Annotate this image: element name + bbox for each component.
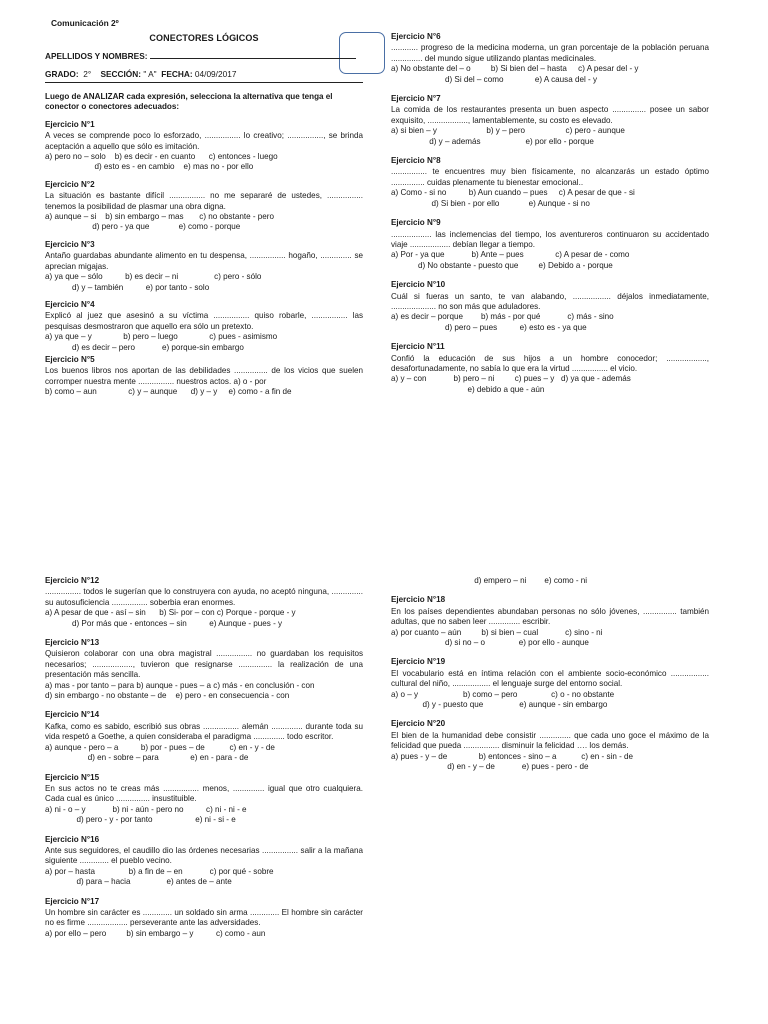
section-value: " A": [143, 69, 157, 80]
exercise: [391, 595, 709, 648]
left-bottom-column: [45, 576, 363, 939]
worksheet-title: CONECTORES LÓGICOS: [149, 33, 259, 44]
exercise-text: Kafka, como es sabido, escribió sus obras ................ alemán .............. durante toda su vida respetó a Goethe, a quien consideraba el paradigma .............. todo escritor.: [45, 721, 363, 742]
exercise-options: a) Por - ya que b) Ante – pues c) A pesar de - como: [391, 250, 630, 260]
exercise: [45, 576, 363, 629]
exercise-options: d) y – además e) por ello - porque: [391, 136, 594, 146]
exercise: [45, 710, 363, 763]
exercise-options: d) Por más que - entonces – sin e) Aunque - pues - y: [45, 618, 283, 628]
exercise-title: Ejercicio N°20: [391, 719, 446, 729]
exercise-options: a) ya que – y b) pero – luego c) pues - asimismo: [45, 332, 278, 342]
exercise-title: Ejercicio N°16: [45, 834, 100, 844]
exercise-title: Ejercicio N°3: [45, 239, 95, 249]
exercise-text: Explicó al juez que asesinó a su víctima ................ quiso robarle, ................ las pesquisas desmostraron que aquello era sólo un pretexto.: [45, 311, 363, 331]
exercise-options: a) ni - o – y b) ni - aún - pero no c) ni - ni - e: [45, 804, 247, 814]
exercise-title: Ejercicio N°1: [45, 119, 95, 129]
names-blank-line: [150, 50, 356, 59]
names-row: [45, 50, 363, 61]
exercise-options: d) Si bien - por ello e) Aunque - si no: [391, 198, 590, 208]
exercise-text: ................ todos le sugerían que lo construyera con ayuda, no aceptó ninguna, .............. su autosuficiencia ................ soberbia eran enormes.: [45, 587, 363, 607]
exercise-text: El bien de la humanidad debe consistir .............. que cada uno goce el máximo de la felicidad que pueda ................ disminuir la felicidad …. los demás.: [391, 730, 709, 751]
left-top-column: [45, 18, 363, 398]
exercise-text: En sus actos no te creas más ................ menos, .............. igual que otro cualquiera. Cada cual es único ............... insustituible.: [45, 783, 363, 804]
date-label: FECHA:: [161, 69, 193, 80]
exercise: [45, 773, 363, 826]
exercise-text: Antaño guardabas abundante alimento en tu despensa, ................ hogaño, .............. se aprecian migajas.: [45, 251, 363, 271]
exercise-title: Ejercicio N°5: [45, 354, 95, 364]
exercise: [391, 94, 709, 147]
exercise-text: ............ progreso de la medicina moderna, un gran porcentaje de la población peruana .............. del mundo sigue utilizando plantas medicinales.: [391, 43, 709, 63]
grade-label: GRADO:: [45, 69, 79, 80]
exercise-options: d) sin embargo - no obstante – de e) pero - en consecuencia - con: [45, 691, 290, 701]
exercise-text: La situación es bastante difícil ................ no me separaré de ustedes, ................ tenemos la posibilidad de plasmar una obra digna.: [45, 191, 363, 211]
exercise: [45, 240, 363, 293]
exercise-options: d) si no – o e) por ello - aunque: [391, 638, 589, 648]
exercise-options: a) por ello – pero b) sin embargo – y c) como - aun: [45, 928, 266, 938]
exercise: [45, 120, 363, 173]
exercise-title: Ejercicio N°19: [391, 657, 446, 667]
exercise-options: a) A pesar de que - así – sin b) Si- por – con c) Porque - porque - y: [45, 608, 296, 618]
exercise: [45, 638, 363, 701]
grade-section-date-row: [45, 69, 363, 79]
exercise-options: a) por cuanto – aún b) si bien – cual c) sino - ni: [391, 627, 603, 637]
exercise-title: Ejercicio N°2: [45, 179, 95, 189]
exercise-options: d) Si del – como e) A causa del - y: [391, 74, 598, 84]
exercise-text: ................ te encuentres muy bien físicamente, no alcanzarás un estado óptimo ............... cuidas plenamente tu bienestar emocional..: [391, 167, 709, 187]
names-label: APELLIDOS Y NOMBRES:: [45, 50, 148, 61]
exercise-options: d) pero - ya que e) como - porque: [45, 222, 241, 232]
exercise-options: d) y - puesto que e) aunque - sin embargo: [391, 700, 608, 710]
exercise: [45, 897, 363, 940]
exercise-options: d) en - y – de e) pues - pero - de: [391, 762, 589, 772]
exercise: [45, 355, 363, 398]
exercise-title: Ejercicio N°14: [45, 710, 100, 720]
instructions: Luego de ANALIZAR cada expresión, selecciona la alternativa que tenga el conector o conectores adecuados:: [45, 91, 333, 112]
exercise-text: Confió la educación de sus hijos a un hombre conocedor; .................., desafortunadamente, no sabía lo que era la virtud ................ el vicio.: [391, 353, 709, 373]
exercise-options: a) pero no – solo b) es decir - en cuanto c) entonces - luego: [45, 152, 278, 162]
subject-label: Comunicación 2º: [51, 18, 119, 28]
exercise-title: Ejercicio N°15: [45, 772, 100, 782]
exercise: [45, 180, 363, 233]
right-top-column: [391, 32, 709, 395]
exercise-text: Quisieron colaborar con una obra magistral ................ no guardaban los requisitos necesarios; .................., tuvieron que resignarse ............... la realización de una presentación más sencilla.: [45, 649, 363, 680]
exercise-text: .................. las inclemencias del tiempo, los aventureros continuaron su accidentado viaje .................. debían llegar a tiempo.: [391, 229, 709, 249]
exercise-options: d) esto es - en cambio e) mas no - por ello: [45, 162, 254, 172]
exercise-options: d) pero – pues e) esto es - ya que: [391, 322, 587, 332]
exercise-options: a) o – y b) como – pero c) o - no obstante: [391, 689, 615, 699]
exercise-options: d) No obstante - puesto que e) Debido a - porque: [391, 260, 613, 270]
exercise-options: a) aunque – si b) sin embargo – mas c) no obstante - pero: [45, 212, 274, 222]
exercise-options: a) es decir – porque b) más - por qué c) más - sino: [391, 312, 614, 322]
exercise-options: e) debido a que - aún: [391, 384, 545, 394]
date-value: 04/09/2017: [194, 69, 237, 80]
exercise-options: d) es decir – pero e) porque-sin embargo: [45, 342, 244, 352]
exercise-title: Ejercicio N°9: [391, 218, 441, 228]
exercise-options-continued: d) empero – ni e) como - ni: [391, 576, 588, 585]
exercise-text: Un hombre sin carácter es ............. un soldado sin arma ............. El hombre sin carácter no es firme .................. perseverante ante las adversidades.: [45, 907, 363, 928]
exercise-text: Ante sus seguidores, el caudillo dio las órdenes necesarias ................ salir a la mañana siguiente ............. el pueblo vecino.: [45, 845, 363, 866]
exercise-options: a) pues - y – de b) entonces - sino – a c) en - sin - de: [391, 751, 634, 761]
exercise-options: a) por – hasta b) a fin de – en c) por qué - sobre: [45, 866, 274, 876]
exercise-title: Ejercicio N°18: [391, 595, 446, 605]
exercise: [391, 32, 709, 85]
exercise-text: Cuál si fueras un santo, te van alabando, ................. déjalos inmediatamente, .................... no son más que aduladores.: [391, 291, 709, 311]
exercise-options: a) No obstante del – o b) Si bien del – hasta c) A pesar del - y: [391, 64, 639, 74]
exercise-title: Ejercicio N°12: [45, 576, 100, 585]
exercise-options: d) y – también e) por tanto - solo: [45, 282, 210, 292]
exercise-title: Ejercicio N°11: [391, 342, 445, 352]
exercise: [45, 835, 363, 888]
exercise-options: a) si bien – y b) y – pero c) pero - aunque: [391, 126, 625, 136]
exercise-options: a) Como - si no b) Aun cuando – pues c) A pesar de que - si: [391, 188, 635, 198]
exercise: [45, 300, 363, 353]
grade-value: 2°: [83, 69, 92, 80]
exercise-title: Ejercicio N°4: [45, 299, 95, 309]
exercise-text: A veces se comprende poco lo esforzado, ................ lo creativo; ................, se brinda aceptación a aquello que sólo es imitación.: [45, 131, 363, 151]
exercise-options: d) en - sobre – para e) en - para - de: [45, 753, 249, 763]
header-divider: [45, 82, 363, 83]
exercise-title: Ejercicio N°8: [391, 156, 441, 166]
exercise-options: b) como – aun c) y – aunque d) y – y e) como - a fin de: [45, 387, 292, 397]
exercise: [391, 342, 709, 395]
exercise-text: El vocabulario está en íntima relación con el ambiente socio-económico ................. cultural del niño, ................. el lenguaje surge del entorno social.: [391, 668, 709, 689]
exercise: [391, 657, 709, 710]
exercise: [391, 156, 709, 209]
exercise-options: a) aunque - pero – a b) por - pues – de c) en - y - de: [45, 742, 275, 752]
exercise-options: a) ya que – sólo b) es decir – ni c) pero - sólo: [45, 272, 262, 282]
exercise-options: d) para – hacia e) antes de – ante: [45, 877, 232, 887]
exercise-text: La comida de los restaurantes presenta un buen aspecto ............... posee un sabor exquisito, .................., lamentablemente, su costo es elevado.: [391, 105, 709, 125]
exercise-options: a) y – con b) pero – ni c) pues – y d) ya que - además: [391, 374, 631, 384]
exercise: [391, 280, 709, 333]
exercise: [391, 719, 709, 772]
exercise-text: En los países dependientes abundaban personas no sólo jóvenes, ............... también adultas, que no saben leer .............. escribir.: [391, 606, 709, 627]
exercise-title: Ejercicio N°7: [391, 94, 441, 104]
exercise-title: Ejercicio N°13: [45, 638, 100, 648]
section-label: SECCIÓN:: [100, 69, 142, 80]
exercise-title: Ejercicio N°6: [391, 32, 441, 41]
exercise: [391, 218, 709, 271]
exercise-options: d) pero - y - por tanto e) ni - si - e: [45, 815, 236, 825]
exercise-title: Ejercicio N°10: [391, 280, 446, 290]
exercise-options: a) mas - por tanto – para b) aunque - pues – a c) más - en conclusión - con: [45, 680, 315, 690]
exercise-title: Ejercicio N°17: [45, 896, 100, 906]
right-bottom-column: [391, 576, 709, 773]
exercise-text: Los buenos libros nos aportan de las debilidades ............... de los vicios que suelen corromper nuestra mente ................ nuestros actos. a) o - por: [45, 366, 363, 386]
